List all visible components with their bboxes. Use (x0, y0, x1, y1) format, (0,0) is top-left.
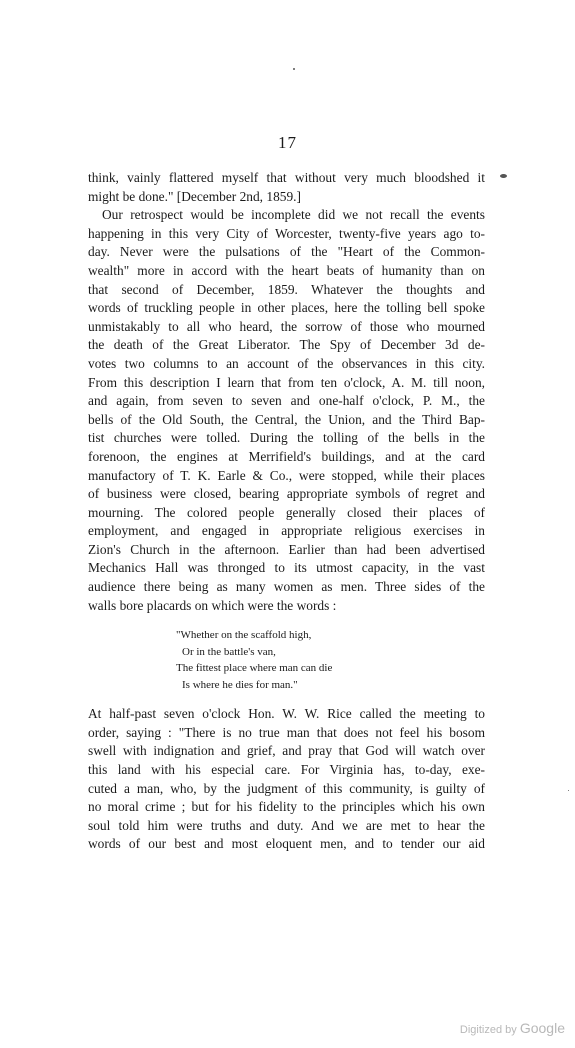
text-line: tist churches were tolled. During the tolling of the bells in the (88, 430, 485, 446)
text-line: the death of the Great Liberator. The Spy of December 3d de- (88, 337, 485, 353)
verse-line: Or in the battle's van, (182, 645, 276, 658)
text-line: From this description I learn that from ten o'clock, A. M. till noon, (88, 374, 485, 390)
verse-line: Is where he dies for man." (182, 678, 298, 691)
text-line: bells of the Old South, the Central, the Union, and the Third Bap- (88, 411, 485, 427)
text-line: day. Never were the pulsations of the "Heart of the Common- (88, 244, 485, 260)
paragraph-2 (88, 206, 485, 615)
text-line: soul told him were truths and duty. And we are met to hear the (88, 817, 485, 833)
scan-speck-top (293, 68, 295, 70)
text-line: no moral crime ; but for his fidelity to the principles which his own (88, 799, 485, 815)
text-line: order, saying : "There is no true man that does not feel his bosom (88, 724, 485, 740)
text-line: At half-past seven o'clock Hon. W. W. Rice called the meeting to (88, 706, 485, 722)
text-line: walls bore placards on which were the words : (88, 597, 337, 613)
digitized-by-google-watermark (460, 1020, 565, 1036)
text-line: forenoon, the engines at Merrifield's buildings, and at the card (88, 448, 485, 464)
text-line: and again, from seven to seven and one-half o'clock, P. M., the (88, 393, 485, 409)
text-line: audience there being as many women as men. Three sides of the (88, 579, 485, 595)
text-line: Our retrospect would be incomplete did we not recall the events (102, 207, 485, 223)
scan-speck-margin (500, 174, 507, 178)
verse-line: "Whether on the scaffold high, (176, 629, 312, 642)
google-logo-text: Google (519, 1020, 565, 1036)
text-line: cuted a man, who, by the judgment of this community, is guilty of (88, 780, 485, 796)
text-line: employment, and engaged in appropriate religious exercises in (88, 523, 485, 539)
text-line: think, vainly flattered myself that without very much bloodshed it (88, 170, 485, 185)
page-number: 17 (278, 133, 297, 152)
paragraph-3 (88, 705, 485, 854)
text-line: words of our best and most eloquent men, and to tender our aid (88, 836, 485, 852)
text-line: votes two columns to an account of the observances in this city. (88, 355, 485, 371)
text-line: might be done." [December 2nd, 1859.] (88, 188, 301, 204)
text-line: of business were closed, bearing appropriate symbols of regret and (88, 486, 485, 502)
paragraph-1 (88, 169, 485, 206)
text-line: happening in this very City of Worcester, twenty-five years ago to- (88, 225, 485, 241)
verse-line: The fittest place where man can die (176, 662, 333, 675)
watermark-prefix: Digitized by (459, 1024, 517, 1036)
text-line: this land with his especial care. For Virginia has, to-day, exe- (88, 762, 485, 778)
text-line: manufactory of T. K. Earle & Co., were stopped, while their places (88, 467, 485, 483)
text-line: wealth" more in accord with the heart beats of humanity than on (88, 262, 485, 278)
text-line: mourning. The colored people generally closed their places of (88, 504, 485, 520)
placard-verse (88, 627, 485, 693)
body-text (88, 169, 485, 854)
scan-speck-right (568, 790, 569, 791)
text-line: unmistakably to all who heard, the sorrow of those who mourned (88, 318, 485, 334)
text-line: words of truckling people in other places, here the tolling bell spoke (88, 300, 485, 316)
text-line: that second of December, 1859. Whatever the thoughts and (88, 281, 485, 297)
text-line: swell with indignation and grief, and pray that God will watch over (88, 743, 485, 759)
text-line: Mechanics Hall was thronged to its utmost capacity, in the vast (88, 560, 485, 576)
text-line: Zion's Church in the afternoon. Earlier than had been advertised (88, 541, 485, 557)
